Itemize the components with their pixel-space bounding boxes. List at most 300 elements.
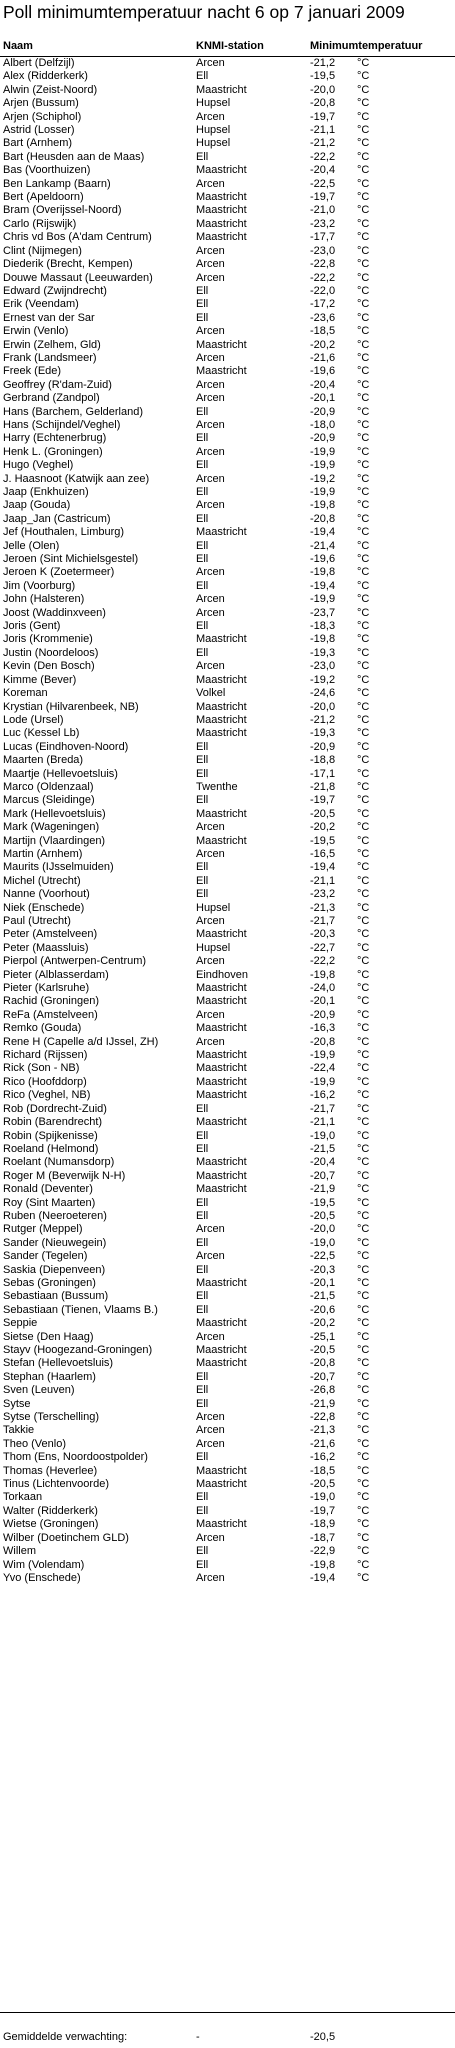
table-row bbox=[0, 888, 455, 901]
cell-station: Maastricht bbox=[196, 928, 247, 941]
cell-value: -26,8 bbox=[310, 1384, 336, 1397]
table-row bbox=[0, 272, 455, 285]
cell-station: Arcen bbox=[196, 1531, 225, 1544]
cell-name: Bas (Voorthuizen) bbox=[3, 164, 91, 177]
cell-name: Arjen (Schiphol) bbox=[3, 110, 82, 123]
table-row bbox=[0, 1478, 455, 1491]
cell-station: Arcen bbox=[196, 1250, 225, 1263]
average-value: -20,5 bbox=[310, 2031, 336, 2043]
cell-value: -23,0 bbox=[310, 660, 336, 673]
table-row bbox=[0, 835, 455, 848]
cell-station: Eindhoven bbox=[196, 968, 248, 981]
cell-name: Peter (Amstelveen) bbox=[3, 928, 98, 941]
cell-station: Arcen bbox=[196, 1571, 225, 1584]
cell-unit: °C bbox=[357, 1424, 370, 1437]
cell-station: Maastricht bbox=[196, 982, 247, 995]
cell-value: -20,8 bbox=[310, 512, 336, 525]
cell-name: Chris vd Bos (A'dam Centrum) bbox=[3, 231, 152, 244]
table-row bbox=[0, 607, 455, 620]
table-row bbox=[0, 446, 455, 459]
cell-value: -25,1 bbox=[310, 1330, 336, 1343]
cell-value: -21,7 bbox=[310, 1102, 336, 1115]
cell-name: Hans (Schijndel/Veghel) bbox=[3, 418, 121, 431]
cell-value: -16,3 bbox=[310, 1022, 336, 1035]
cell-name: Wilber (Doetinchem GLD) bbox=[3, 1531, 129, 1544]
cell-name: Hans (Barchem, Gelderland) bbox=[3, 405, 144, 418]
cell-value: -19,3 bbox=[310, 646, 336, 659]
cell-unit: °C bbox=[357, 553, 370, 566]
cell-station: Arcen bbox=[196, 418, 225, 431]
table-row bbox=[0, 1371, 455, 1384]
cell-value: -19,8 bbox=[310, 968, 336, 981]
table-row bbox=[0, 70, 455, 83]
average-label: Gemiddelde verwachting: bbox=[3, 2031, 128, 2043]
table-row bbox=[0, 727, 455, 740]
table-row bbox=[0, 580, 455, 593]
cell-value: -22,5 bbox=[310, 177, 336, 190]
cell-unit: °C bbox=[357, 995, 370, 1008]
table-row bbox=[0, 647, 455, 660]
cell-unit: °C bbox=[357, 1531, 370, 1544]
cell-station: Maastricht bbox=[196, 1183, 247, 1196]
table-row bbox=[0, 902, 455, 915]
cell-name: Wim (Volendam) bbox=[3, 1558, 85, 1571]
cell-station: Arcen bbox=[196, 1223, 225, 1236]
cell-station: Maastricht bbox=[196, 1276, 247, 1289]
cell-station: Arcen bbox=[196, 378, 225, 391]
cell-value: -24,6 bbox=[310, 687, 336, 700]
cell-unit: °C bbox=[357, 1049, 370, 1062]
cell-value: -19,9 bbox=[310, 593, 336, 606]
cell-value: -20,8 bbox=[310, 1035, 336, 1048]
cell-unit: °C bbox=[357, 70, 370, 83]
cell-unit: °C bbox=[357, 941, 370, 954]
cell-value: -20,0 bbox=[310, 83, 336, 96]
cell-station: Ell bbox=[196, 1303, 209, 1316]
cell-station: Arcen bbox=[196, 351, 225, 364]
footer-divider bbox=[0, 2012, 455, 2013]
cell-station: Maastricht bbox=[196, 1344, 247, 1356]
cell-name: Thomas (Heverlee) bbox=[3, 1464, 98, 1477]
cell-name: Marco (Oldenzaal) bbox=[3, 780, 94, 793]
table-row bbox=[0, 513, 455, 526]
cell-unit: °C bbox=[357, 1491, 370, 1504]
cell-name: Bart (Arnhem) bbox=[3, 137, 73, 150]
table-row bbox=[0, 1170, 455, 1183]
cell-unit: °C bbox=[357, 1089, 370, 1102]
table-row bbox=[0, 111, 455, 124]
cell-unit: °C bbox=[357, 1397, 370, 1410]
cell-station: Ell bbox=[196, 1384, 209, 1397]
cell-station: Maastricht bbox=[196, 83, 247, 96]
cell-name: Takkie bbox=[3, 1424, 35, 1437]
table-row bbox=[0, 1438, 455, 1451]
cell-unit: °C bbox=[357, 164, 370, 177]
cell-unit: °C bbox=[357, 1250, 370, 1263]
table-row bbox=[0, 1451, 455, 1464]
cell-station: Ell bbox=[196, 620, 209, 633]
cell-name: Rene H (Capelle a/d IJssel, ZH) bbox=[3, 1035, 159, 1048]
cell-station: Arcen bbox=[196, 57, 225, 69]
cell-station: Maastricht bbox=[196, 1075, 247, 1088]
table-row bbox=[0, 526, 455, 539]
cell-value: -22,8 bbox=[310, 258, 336, 271]
cell-value: -18,7 bbox=[310, 1531, 336, 1544]
cell-value: -21,1 bbox=[310, 874, 336, 887]
cell-unit: °C bbox=[357, 1116, 370, 1129]
cell-station: Ell bbox=[196, 150, 209, 163]
cell-value: -20,2 bbox=[310, 821, 336, 834]
table-row bbox=[0, 660, 455, 673]
cell-value: -20,3 bbox=[310, 928, 336, 941]
table-row bbox=[0, 84, 455, 97]
cell-unit: °C bbox=[357, 177, 370, 190]
cell-name: Peter (Maassluis) bbox=[3, 941, 89, 954]
table-row bbox=[0, 245, 455, 258]
cell-station: Ell bbox=[196, 1196, 209, 1209]
cell-station: Ell bbox=[196, 1142, 209, 1155]
cell-value: -22,8 bbox=[310, 1411, 336, 1424]
cell-station: Arcen bbox=[196, 1437, 225, 1450]
table-row bbox=[0, 1130, 455, 1143]
cell-name: Robin (Spijkenisse) bbox=[3, 1129, 98, 1142]
table-row bbox=[0, 1062, 455, 1075]
cell-value: -17,1 bbox=[310, 767, 336, 780]
cell-station: Hupsel bbox=[196, 941, 231, 954]
table-row bbox=[0, 204, 455, 217]
cell-name: Henk L. (Groningen) bbox=[3, 445, 103, 458]
table-row bbox=[0, 714, 455, 727]
table-row bbox=[0, 1304, 455, 1317]
cell-value: -23,2 bbox=[310, 888, 336, 901]
cell-name: Ernest van der Sar bbox=[3, 311, 95, 324]
table-row bbox=[0, 1183, 455, 1196]
table-row bbox=[0, 1049, 455, 1062]
cell-name: Alex (Ridderkerk) bbox=[3, 70, 88, 83]
cell-value: -19,7 bbox=[310, 1504, 336, 1517]
cell-station: Maastricht bbox=[196, 713, 247, 726]
cell-unit: °C bbox=[357, 1571, 370, 1584]
cell-value: -20,7 bbox=[310, 1169, 336, 1182]
table-row bbox=[0, 741, 455, 754]
cell-value: -19,7 bbox=[310, 191, 336, 204]
cell-name: Diederik (Brecht, Kempen) bbox=[3, 258, 133, 271]
cell-unit: °C bbox=[357, 1183, 370, 1196]
cell-unit: °C bbox=[357, 110, 370, 123]
table-row bbox=[0, 459, 455, 472]
cell-value: -19,6 bbox=[310, 553, 336, 566]
cell-name: Jaap (Enkhuizen) bbox=[3, 486, 89, 498]
table-row bbox=[0, 1103, 455, 1116]
table-row bbox=[0, 781, 455, 794]
cell-unit: °C bbox=[357, 378, 370, 391]
cell-name: Justin (Noordeloos) bbox=[3, 646, 99, 659]
table-row bbox=[0, 942, 455, 955]
table-row bbox=[0, 164, 455, 177]
table-row bbox=[0, 231, 455, 244]
cell-name: Thom (Ens, Noordoostpolder) bbox=[3, 1451, 148, 1464]
cell-value: -21,0 bbox=[310, 204, 336, 217]
cell-station: Maastricht bbox=[196, 1317, 247, 1330]
cell-station: Ell bbox=[196, 1397, 209, 1410]
cell-value: -21,3 bbox=[310, 1424, 336, 1437]
cell-name: Sytse bbox=[3, 1397, 31, 1410]
cell-station: Ell bbox=[196, 1491, 209, 1504]
cell-station: Ell bbox=[196, 1451, 209, 1464]
cell-unit: °C bbox=[357, 1558, 370, 1571]
cell-station: Ell bbox=[196, 459, 209, 472]
cell-name: Sebas (Groningen) bbox=[3, 1276, 96, 1289]
cell-name: Bram (Overijssel-Noord) bbox=[3, 204, 122, 217]
cell-name: Kevin (Den Bosch) bbox=[3, 660, 95, 673]
cell-value: -20,8 bbox=[310, 1357, 336, 1370]
cell-value: -19,5 bbox=[310, 1196, 336, 1209]
table-row bbox=[0, 1545, 455, 1558]
table-row bbox=[0, 566, 455, 579]
cell-name: Koreman bbox=[3, 687, 48, 700]
cell-name: Rico (Hoofddorp) bbox=[3, 1075, 87, 1088]
cell-name: Stefan (Hellevoetsluis) bbox=[3, 1357, 114, 1370]
cell-value: -19,7 bbox=[310, 794, 336, 807]
cell-station: Ell bbox=[196, 512, 209, 525]
table-row bbox=[0, 540, 455, 553]
cell-name: Rutger (Meppel) bbox=[3, 1223, 83, 1236]
table-row bbox=[0, 1398, 455, 1411]
cell-station: Arcen bbox=[196, 1035, 225, 1048]
table-row bbox=[0, 97, 455, 110]
cell-unit: °C bbox=[357, 124, 370, 137]
cell-station: Ell bbox=[196, 1558, 209, 1571]
cell-unit: °C bbox=[357, 150, 370, 163]
table-row bbox=[0, 1250, 455, 1263]
cell-name: Martijn (Vlaardingen) bbox=[3, 834, 106, 847]
cell-value: -20,3 bbox=[310, 1263, 336, 1276]
table-row bbox=[0, 969, 455, 982]
cell-value: -19,0 bbox=[310, 1236, 336, 1249]
cell-unit: °C bbox=[357, 459, 370, 472]
table-row bbox=[0, 1331, 455, 1344]
cell-unit: °C bbox=[357, 1035, 370, 1048]
cell-name: Sebastiaan (Bussum) bbox=[3, 1290, 109, 1303]
cell-value: -20,9 bbox=[310, 432, 336, 445]
cell-value: -23,7 bbox=[310, 606, 336, 619]
table-row bbox=[0, 1411, 455, 1424]
cell-name: Ben Lankamp (Baarn) bbox=[3, 177, 111, 190]
cell-name: Erwin (Zelhem, Gld) bbox=[3, 338, 101, 351]
table-row bbox=[0, 1290, 455, 1303]
table-row bbox=[0, 1156, 455, 1169]
table-row bbox=[0, 137, 455, 150]
table-row bbox=[0, 1076, 455, 1089]
cell-value: -21,6 bbox=[310, 1437, 336, 1450]
cell-station: Arcen bbox=[196, 847, 225, 860]
cell-station: Arcen bbox=[196, 660, 225, 673]
cell-station: Ell bbox=[196, 553, 209, 566]
cell-station: Ell bbox=[196, 1263, 209, 1276]
table-row bbox=[0, 875, 455, 888]
cell-name: John (Halsteren) bbox=[3, 593, 85, 606]
cell-station: Ell bbox=[196, 311, 209, 324]
cell-unit: °C bbox=[357, 432, 370, 445]
cell-name: Maarten (Breda) bbox=[3, 754, 84, 767]
cell-value: -20,9 bbox=[310, 1008, 336, 1021]
cell-name: Jaap (Gouda) bbox=[3, 499, 71, 512]
cell-value: -21,5 bbox=[310, 1290, 336, 1303]
cell-value: -19,9 bbox=[310, 459, 336, 472]
cell-value: -18,5 bbox=[310, 325, 336, 338]
cell-station: Ell bbox=[196, 1102, 209, 1115]
cell-name: Carlo (Rijswijk) bbox=[3, 217, 77, 230]
table-row bbox=[0, 768, 455, 781]
cell-station: Maastricht bbox=[196, 1062, 247, 1075]
table-row bbox=[0, 1143, 455, 1156]
cell-name: Mark (Hellevoetsluis) bbox=[3, 807, 106, 820]
cell-name: Sietse (Den Haag) bbox=[3, 1330, 94, 1343]
cell-station: Arcen bbox=[196, 1411, 225, 1424]
cell-unit: °C bbox=[357, 526, 370, 539]
cell-station: Maastricht bbox=[196, 1022, 247, 1035]
cell-unit: °C bbox=[357, 955, 370, 968]
cell-unit: °C bbox=[357, 57, 370, 69]
cell-name: Jeroen K (Zoetermeer) bbox=[3, 566, 115, 579]
cell-name: Lode (Ursel) bbox=[3, 713, 64, 726]
cell-value: -21,1 bbox=[310, 1116, 336, 1129]
table-row bbox=[0, 57, 455, 70]
cell-name: Albert (Delfzijl) bbox=[3, 57, 75, 69]
cell-value: -21,7 bbox=[310, 915, 336, 927]
cell-value: -19,0 bbox=[310, 1129, 336, 1142]
cell-name: Pierpol (Antwerpen-Centrum) bbox=[3, 955, 147, 968]
cell-value: -21,9 bbox=[310, 1183, 336, 1196]
cell-name: Joris (Krommenie) bbox=[3, 633, 93, 646]
cell-name: Luc (Kessel Lb) bbox=[3, 727, 80, 740]
cell-unit: °C bbox=[357, 1263, 370, 1276]
cell-name: Richard (Rijssen) bbox=[3, 1049, 88, 1062]
cell-station: Twenthe bbox=[196, 780, 238, 793]
cell-name: Lucas (Eindhoven-Noord) bbox=[3, 740, 129, 753]
cell-unit: °C bbox=[357, 311, 370, 324]
cell-name: Jeroen (Sint Michielsgestel) bbox=[3, 553, 139, 566]
cell-name: Hugo (Veghel) bbox=[3, 459, 74, 472]
cell-station: Ell bbox=[196, 1209, 209, 1222]
cell-value: -22,9 bbox=[310, 1545, 336, 1558]
table-row bbox=[0, 861, 455, 874]
table-row bbox=[0, 339, 455, 352]
cell-station: Maastricht bbox=[196, 1357, 247, 1370]
cell-name: Ruben (Neeroeteren) bbox=[3, 1209, 107, 1222]
cell-station: Ell bbox=[196, 486, 209, 498]
cell-unit: °C bbox=[357, 566, 370, 579]
table-row bbox=[0, 754, 455, 767]
cell-station: Ell bbox=[196, 432, 209, 445]
cell-station: Ell bbox=[196, 298, 209, 311]
cell-unit: °C bbox=[357, 1545, 370, 1558]
cell-unit: °C bbox=[357, 982, 370, 995]
table-row bbox=[0, 1022, 455, 1035]
cell-name: J. Haasnoot (Katwijk aan zee) bbox=[3, 472, 150, 485]
cell-name: Sander (Tegelen) bbox=[3, 1250, 88, 1263]
cell-unit: °C bbox=[357, 727, 370, 740]
cell-name: Seppie bbox=[3, 1317, 38, 1330]
cell-station: Arcen bbox=[196, 392, 225, 405]
cell-name: Niek (Enschede) bbox=[3, 901, 85, 914]
cell-value: -20,0 bbox=[310, 1223, 336, 1236]
cell-station: Ell bbox=[196, 1370, 209, 1383]
cell-name: Saskia (Diepenveen) bbox=[3, 1263, 106, 1276]
cell-unit: °C bbox=[357, 888, 370, 901]
cell-name: Rob (Dordrecht-Zuid) bbox=[3, 1102, 107, 1115]
cell-station: Ell bbox=[196, 1129, 209, 1142]
cell-station: Maastricht bbox=[196, 365, 247, 378]
cell-unit: °C bbox=[357, 418, 370, 431]
cell-value: -19,4 bbox=[310, 526, 336, 539]
table-row bbox=[0, 1572, 455, 1585]
cell-unit: °C bbox=[357, 687, 370, 700]
cell-unit: °C bbox=[357, 1437, 370, 1450]
cell-unit: °C bbox=[357, 365, 370, 378]
table-row bbox=[0, 848, 455, 861]
cell-unit: °C bbox=[357, 204, 370, 217]
cell-value: -21,1 bbox=[310, 124, 336, 137]
cell-value: -20,1 bbox=[310, 1276, 336, 1289]
cell-name: Krystian (Hilvarenbeek, NB) bbox=[3, 700, 139, 713]
cell-name: Pieter (Karlsruhe) bbox=[3, 982, 90, 995]
cell-name: Clint (Nijmegen) bbox=[3, 244, 82, 257]
cell-name: Torkaan bbox=[3, 1491, 43, 1504]
cell-name: Jim (Voorburg) bbox=[3, 579, 76, 592]
header-temperature: Minimumtemperatuur bbox=[310, 40, 423, 52]
table-row bbox=[0, 633, 455, 646]
cell-station: Arcen bbox=[196, 593, 225, 606]
cell-station: Maastricht bbox=[196, 231, 247, 244]
cell-name: Arjen (Bussum) bbox=[3, 97, 79, 110]
table-row bbox=[0, 1036, 455, 1049]
cell-unit: °C bbox=[357, 217, 370, 230]
cell-station: Ell bbox=[196, 767, 209, 780]
cell-value: -19,5 bbox=[310, 834, 336, 847]
table-row bbox=[0, 1357, 455, 1370]
cell-name: Marcus (Sleidinge) bbox=[3, 794, 95, 807]
table-body bbox=[0, 57, 455, 1585]
cell-station: Ell bbox=[196, 284, 209, 297]
cell-station: Hupsel bbox=[196, 97, 231, 110]
cell-unit: °C bbox=[357, 1062, 370, 1075]
cell-value: -17,2 bbox=[310, 298, 336, 311]
cell-name: Bert (Apeldoorn) bbox=[3, 191, 84, 204]
table-row bbox=[0, 1197, 455, 1210]
cell-station: Ell bbox=[196, 1290, 209, 1303]
cell-station: Arcen bbox=[196, 606, 225, 619]
cell-name: Jaap_Jan (Castricum) bbox=[3, 512, 111, 525]
cell-name: Robin (Barendrecht) bbox=[3, 1116, 103, 1129]
cell-value: -16,5 bbox=[310, 847, 336, 860]
cell-value: -22,7 bbox=[310, 941, 336, 954]
cell-unit: °C bbox=[357, 780, 370, 793]
table-row bbox=[0, 486, 455, 499]
cell-name: Ronald (Deventer) bbox=[3, 1183, 93, 1196]
cell-value: -16,2 bbox=[310, 1089, 336, 1102]
table-row bbox=[0, 915, 455, 928]
cell-unit: °C bbox=[357, 928, 370, 941]
table-row bbox=[0, 955, 455, 968]
cell-name: Remko (Gouda) bbox=[3, 1022, 82, 1035]
cell-name: Wietse (Groningen) bbox=[3, 1518, 99, 1531]
cell-name: Martin (Arnhem) bbox=[3, 847, 83, 860]
cell-value: -16,2 bbox=[310, 1451, 336, 1464]
cell-unit: °C bbox=[357, 1504, 370, 1517]
table-row bbox=[0, 285, 455, 298]
cell-station: Maastricht bbox=[196, 1169, 247, 1182]
